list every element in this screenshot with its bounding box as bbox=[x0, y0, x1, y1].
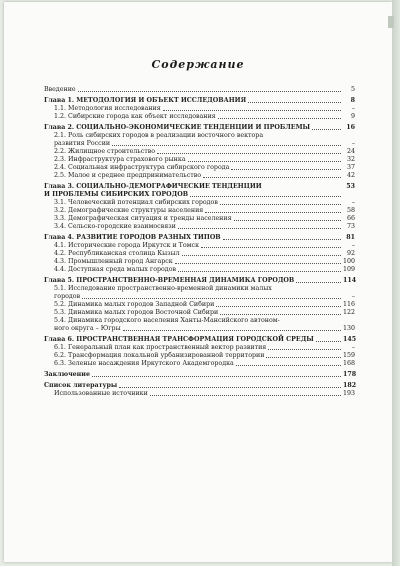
toc-page-number: 109 bbox=[343, 266, 356, 273]
dot-leader bbox=[157, 153, 341, 154]
dot-leader bbox=[205, 212, 341, 213]
toc-entry-label: 3.2. Демографические структуры населения bbox=[54, 207, 204, 214]
toc-entry-label: 6.2. Трансформация локальной урбанизированной территории bbox=[54, 352, 265, 359]
toc-entry bbox=[44, 266, 355, 274]
toc-entry-label: 2.2. Жилищное строительство bbox=[54, 148, 156, 155]
dot-leader bbox=[123, 330, 341, 331]
toc-page-number: 159 bbox=[343, 352, 356, 359]
dot-leader bbox=[150, 395, 341, 396]
toc-entry-label: Использованные источники bbox=[54, 390, 148, 397]
dot-leader bbox=[112, 145, 341, 146]
scan-edge bbox=[392, 0, 400, 566]
toc-page-number: 193 bbox=[343, 390, 356, 397]
page-title: Содержание bbox=[151, 58, 245, 71]
toc-entry bbox=[44, 258, 355, 266]
toc-entry bbox=[44, 105, 355, 113]
dot-leader bbox=[234, 220, 341, 221]
toc-entry-label: 6.1. Генеральный план как пространственный вектор развития bbox=[54, 344, 267, 351]
toc-entry-label: Глава 6. ПРОСТРАНСТВЕННАЯ ТРАНСФОРМАЦИЯ ГОРОДСКОЙ СРЕДЫ bbox=[44, 336, 314, 343]
toc-entry bbox=[44, 113, 355, 121]
toc-entry bbox=[44, 371, 355, 379]
toc-entry-label: Глава 5. ПРОСТРАНСТВЕННО-ВРЕМЕННАЯ ДИНАМИКА ГОРОДОВ bbox=[44, 277, 295, 284]
dot-leader bbox=[316, 341, 341, 342]
toc-entry-label: 2.1. Роль сибирских городов в реализации восточного вектора bbox=[54, 132, 264, 139]
toc-entry-label: 1.1. Методология исследования bbox=[54, 105, 161, 112]
toc-entry bbox=[44, 86, 355, 94]
toc-entry bbox=[44, 156, 355, 164]
toc-entry-label: ного округа – Югры bbox=[54, 325, 121, 332]
toc-entry bbox=[44, 352, 355, 360]
toc-page-number: 24 bbox=[346, 148, 355, 155]
toc-page-number: 122 bbox=[343, 309, 356, 316]
dot-leader bbox=[220, 314, 341, 315]
toc-page-number: 8 bbox=[350, 97, 355, 104]
toc-entry-label: 4.4. Доступная среда малых городов bbox=[54, 266, 177, 273]
toc-entry-label: Глава 3. СОЦИАЛЬНО-ДЕМОГРАФИЧЕСКИЕ ТЕНДЕНЦИИ bbox=[44, 183, 262, 190]
toc-entry-label: развития России bbox=[54, 140, 111, 147]
toc-page-number: 73 bbox=[346, 223, 355, 230]
toc-entry bbox=[44, 164, 355, 172]
toc-chapter-entry bbox=[44, 336, 355, 344]
toc-entry bbox=[44, 242, 355, 250]
toc-chapter-entry bbox=[44, 124, 355, 132]
dot-leader bbox=[178, 228, 341, 229]
toc-entry-label: 3.3. Демографическая ситуация и тренды населения bbox=[54, 215, 232, 222]
dot-leader bbox=[163, 110, 341, 111]
toc-chapter-entry bbox=[44, 97, 355, 105]
toc-page-number: 100 bbox=[343, 258, 356, 265]
dot-leader bbox=[190, 196, 341, 197]
dot-leader bbox=[175, 263, 341, 264]
toc-page-number: – bbox=[351, 199, 355, 206]
toc-entry-label: Глава 2. СОЦИАЛЬНО-ЭКОНОМИЧЕСКИЕ ТЕНДЕНЦИИ И ПРОБЛЕМЫ bbox=[44, 124, 311, 131]
dot-leader bbox=[236, 365, 341, 366]
toc-page-number: 92 bbox=[346, 250, 355, 257]
toc-entry-label: 2.4. Социальная инфраструктура сибирского города bbox=[54, 164, 230, 171]
toc-entry-label: 1.2. Сибирские города как объект исследования bbox=[54, 113, 216, 120]
toc-chapter-entry bbox=[44, 277, 355, 285]
toc-entry-label: 5.2. Динамика малых городов Западной Сибири bbox=[54, 301, 215, 308]
toc-entry bbox=[44, 317, 355, 333]
toc-page-number: 5 bbox=[350, 86, 355, 93]
toc-entry bbox=[44, 132, 355, 148]
toc-entry-label: 4.3. Промышленный город Ангарск bbox=[54, 258, 173, 265]
toc-page-number: – bbox=[351, 293, 355, 300]
dot-leader bbox=[223, 239, 341, 240]
toc-page-number: – bbox=[351, 344, 355, 351]
toc-entry-label: 5.3. Динамика малых городов Восточной Сибири bbox=[54, 309, 219, 316]
toc-page-number: – bbox=[351, 242, 355, 249]
toc-entry-label: 2.5. Малое и среднее предпринимательство bbox=[54, 172, 202, 179]
toc-page-number: 81 bbox=[346, 234, 355, 241]
toc-page-number: 37 bbox=[346, 164, 355, 171]
dot-leader bbox=[220, 204, 341, 205]
toc-page-number: 145 bbox=[343, 336, 357, 343]
toc-page-number: – bbox=[351, 105, 355, 112]
toc-chapter-entry bbox=[44, 234, 355, 242]
toc-entry bbox=[44, 250, 355, 258]
toc-page-number: 42 bbox=[346, 172, 355, 179]
toc-entry-label: 5.1. Исследование пространственно-временной динамики малых bbox=[54, 285, 272, 292]
toc-entry bbox=[44, 344, 355, 352]
toc-page-number: 182 bbox=[343, 382, 357, 389]
toc-entry-label: Список литературы bbox=[44, 382, 118, 389]
toc-entry-label: 4.2. Республиканская столица Кызыл bbox=[54, 250, 180, 257]
dot-leader bbox=[178, 271, 341, 272]
toc-entry bbox=[44, 207, 355, 215]
toc-entry bbox=[44, 148, 355, 156]
dot-leader bbox=[296, 282, 341, 283]
toc-entry-label: Заключение bbox=[44, 371, 90, 378]
toc-entry bbox=[44, 285, 355, 301]
dot-leader bbox=[218, 118, 341, 119]
document-page bbox=[4, 2, 392, 562]
toc-page-number: 58 bbox=[346, 207, 355, 214]
dot-leader bbox=[248, 102, 341, 103]
scan-mark bbox=[388, 16, 394, 28]
toc-page-number: – bbox=[351, 140, 355, 147]
toc-page-number: 9 bbox=[350, 113, 355, 120]
toc-page-number: 168 bbox=[343, 360, 356, 367]
toc-entry-label: 4.1. Исторические города Иркутск и Томск bbox=[54, 242, 200, 249]
toc-page-number: 53 bbox=[346, 183, 355, 190]
toc-page-number: 114 bbox=[343, 277, 357, 284]
dot-leader bbox=[78, 91, 341, 92]
toc-entry bbox=[44, 382, 355, 390]
toc-entry-label: Введение bbox=[44, 86, 76, 93]
dot-leader bbox=[182, 255, 341, 256]
dot-leader bbox=[216, 306, 341, 307]
table-of-contents bbox=[44, 86, 355, 398]
toc-page-number: 16 bbox=[346, 124, 355, 131]
toc-page-number: 130 bbox=[343, 325, 356, 332]
toc-entry bbox=[44, 360, 355, 368]
toc-page-number: 116 bbox=[343, 301, 356, 308]
toc-entry-label: Глава 1. МЕТОДОЛОГИЯ И ОБЪЕКТ ИССЛЕДОВАНИЯ bbox=[44, 97, 247, 104]
dot-leader bbox=[231, 169, 341, 170]
toc-entry-label: 6.3. Зеленые насаждения Иркутского Академгородка bbox=[54, 360, 234, 367]
dot-leader bbox=[268, 349, 341, 350]
toc-entry-label: И ПРОБЛЕМЫ СИБИРСКИХ ГОРОДОВ bbox=[44, 191, 189, 198]
toc-entry-label: 3.4. Сельско-городские взаимосвязи bbox=[54, 223, 176, 230]
toc-entry-label: 3.1. Человеческий потенциал сибирских городов bbox=[54, 199, 218, 206]
dot-leader bbox=[82, 298, 341, 299]
toc-entry-label: 2.3. Инфраструктура страхового рынка bbox=[54, 156, 186, 163]
toc-entry bbox=[44, 199, 355, 207]
dot-leader bbox=[203, 177, 341, 178]
toc-entry-label: Глава 4. РАЗВИТИЕ ГОРОДОВ РАЗНЫХ ТИПОВ bbox=[44, 234, 221, 241]
dot-leader bbox=[119, 387, 341, 388]
dot-leader bbox=[312, 129, 341, 130]
dot-leader bbox=[201, 247, 341, 248]
toc-entry-label: городов bbox=[54, 293, 81, 300]
toc-entry-label: 5.4. Динамика городского населения Ханты-Мансийского автоном- bbox=[54, 317, 280, 324]
dot-leader bbox=[266, 357, 341, 358]
toc-page-number: 66 bbox=[346, 215, 355, 222]
toc-entry bbox=[44, 301, 355, 309]
toc-chapter-entry bbox=[44, 183, 355, 199]
dot-leader bbox=[92, 376, 341, 377]
dot-leader bbox=[188, 161, 341, 162]
toc-page-number: 32 bbox=[346, 156, 355, 163]
toc-entry bbox=[44, 172, 355, 180]
toc-entry bbox=[44, 223, 355, 231]
toc-page-number: 178 bbox=[343, 371, 357, 378]
toc-entry bbox=[44, 215, 355, 223]
toc-entry bbox=[44, 390, 355, 398]
toc-entry bbox=[44, 309, 355, 317]
